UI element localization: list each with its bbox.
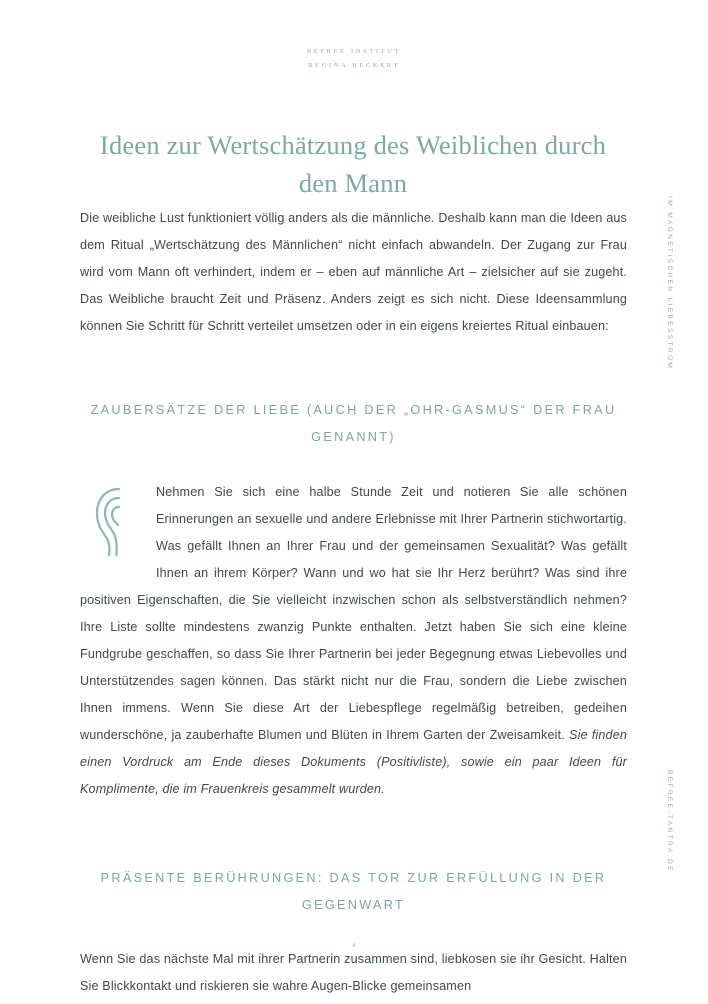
document-body <box>80 205 627 1000</box>
ear-icon <box>88 485 150 565</box>
document-header <box>0 45 708 73</box>
header-line-author: REGINA HECKERT <box>308 62 400 69</box>
header-line-institute: BEFREE INSTITUT <box>306 48 402 55</box>
section-1-paragraph <box>80 479 627 803</box>
section-1-italic-note: Sie finden einen Vordruck am Ende dieses Dokuments (Positivliste), sowie ein paar Ideen für Komplimente, die im Frauenkreis gesammelt wurden. <box>80 728 628 796</box>
section-2-paragraph: Wenn Sie das nächste Mal mit ihrer Partnerin zusammen sind, liebkosen sie ihr Gesicht. Halten Sie Blickkontakt und riskieren sie wahre Augen-Blicke gemeinsamen <box>80 952 627 993</box>
intro-paragraph: Die weibliche Lust funktioniert völlig anders als die männliche. Deshalb kann man die Ideen aus dem Ritual „Wertschätzung des Männlichen“ nicht einfach abwandeln. Der Zugang zur Frau wird vom Mann oft verhindert, indem er – eben auf männliche Art – zielsicher auf sie zugeht. Das Weibliche braucht Zeit und Präsenz. Anders zeigt es sich nicht. Diese Ideensammlung können Sie Schritt für Schritt verteilet umsetzen oder in ein eigens kreiertes Ritual einbauen: <box>80 211 627 333</box>
side-rail-top: IM MAGNETISCHEN LIEBESSTROM <box>666 196 673 371</box>
section-heading-zaubersaetze: ZAUBERSÄTZE DER LIEBE (AUCH DER „OHR-GASMUS“ DER FRAU GENANNT) <box>90 403 617 444</box>
page-number: 4 <box>352 942 356 949</box>
side-rail-bottom: BEFREE-TANTRA.DE <box>666 770 673 873</box>
page-title: Ideen zur Wertschätzung des Weiblichen durch den Mann <box>99 129 607 198</box>
section-1-text: Nehmen Sie sich eine halbe Stunde Zeit und notieren Sie alle schönen Erinnerungen an sexuelle und andere Erlebnisse mit Ihrer Partnerin stichwortartig. Was gefällt Ihnen an Ihrer Frau und der gemeinsamen Sexualität? Was gefällt Ihnen an ihrem Körper? Wann und wo hat sie Ihr Herz berührt? Was sind ihre positiven Eigenschaften, die Sie vielleicht inzwischen schon als selbstverständlich nehmen? Ihre Liste sollte mindestens zwanzig Punkte enthalten. Jetzt haben Sie sich eine kleine Fundgrube geschaffen, so dass Sie Ihrer Partnerin bei jeder Begegnung etwas Liebevolles und Unterstützendes sagen können. Das stärkt nicht nur die Frau, sondern die Liebe zwischen Ihnen immens. Wenn Sie diese Art der Liebespflege regelmäßig betreiben, gedeihen wunderschöne, ja zauberhafte Blumen und Blüten in Ihrem Garten der Zweisamkeit. <box>80 485 627 742</box>
section-heading-praesente-beruehrungen: PRÄSENTE BERÜHRUNGEN: DAS TOR ZUR ERFÜLLUNG IN DER GEGENWART <box>100 871 607 912</box>
